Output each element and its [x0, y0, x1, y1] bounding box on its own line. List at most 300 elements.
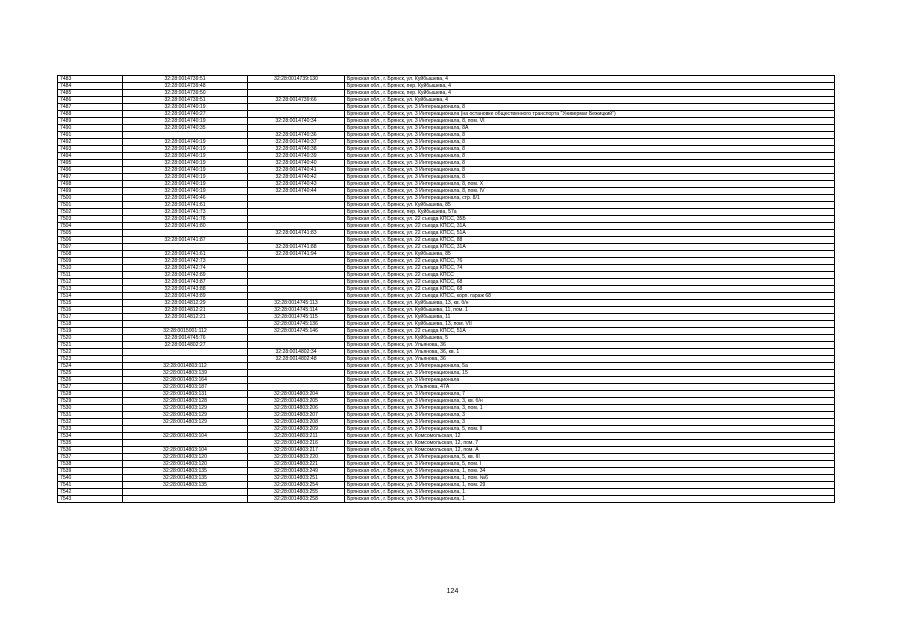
table-row — [58, 181, 835, 188]
address-cell: Брянская обл., г. Брянск, ул. Куйбышева, 13, пом. VII — [345, 321, 835, 328]
address-cell: Брянская обл., г. Брянск, ул. Комсомольская, 12, пом. А — [345, 447, 835, 454]
address-cell: Брянская обл., г. Брянск, ул. 3 Интернационала, 3 — [345, 412, 835, 419]
row-number-cell: 7483 — [58, 76, 123, 83]
row-number-cell: 7511 — [58, 272, 123, 279]
parcel-number-cell: 32:28:0014739:51 — [123, 76, 248, 83]
parcel-number-cell — [123, 426, 248, 433]
object-number-cell: 32:28:0014741:88 — [248, 244, 345, 251]
row-number-cell: 7508 — [58, 251, 123, 258]
address-cell: Брянская обл., г. Брянск, ул. 3 Интернационала, 3 — [345, 419, 835, 426]
parcel-number-cell: 32:28:0014740:19 — [123, 139, 248, 146]
row-number-cell: 7519 — [58, 328, 123, 335]
address-cell: Брянская обл., г. Брянск, ул. 3 Интернационала, 7 — [345, 391, 835, 398]
table-row — [58, 76, 835, 83]
table-row — [58, 258, 835, 265]
object-number-cell: 32:28:0014739:66 — [248, 97, 345, 104]
table-row — [58, 237, 835, 244]
row-number-cell: 7522 — [58, 349, 123, 356]
object-number-cell: 32:28:0014803:207 — [248, 412, 345, 419]
table-row — [58, 104, 835, 111]
object-number-cell: 32:28:0014740:38 — [248, 146, 345, 153]
parcel-number-cell: 32:28:0014739:51 — [123, 97, 248, 104]
row-number-cell: 7539 — [58, 468, 123, 475]
registry-table — [57, 75, 835, 503]
object-number-cell — [248, 111, 345, 118]
address-cell: Брянская обл., г. Брянск, ул. 3 Интернационала, 8 — [345, 174, 835, 181]
row-number-cell: 7527 — [58, 384, 123, 391]
address-cell: Брянская обл., г. Брянск, ул. 22 съезда КПСС, 51А — [345, 328, 835, 335]
parcel-number-cell: 32:28:0015001:112 — [123, 328, 248, 335]
address-cell: Брянская обл., г. Брянск, ул. Куйбышева, 85 — [345, 251, 835, 258]
parcel-number-cell: 32:28:0014803:129 — [123, 405, 248, 412]
table-row — [58, 125, 835, 132]
address-cell: Брянская обл., г. Брянск, ул. Комсомольская, 12, пом. 7 — [345, 440, 835, 447]
table-row — [58, 216, 835, 223]
address-cell: Брянская обл., г. Брянск, ул. Куйбышева, 13, кв. б/н — [345, 300, 835, 307]
table-row — [58, 167, 835, 174]
object-number-cell: 32:28:0014803:251 — [248, 475, 345, 482]
row-number-cell: 7530 — [58, 405, 123, 412]
object-number-cell: 32:28:0014803:208 — [248, 419, 345, 426]
table-row — [58, 265, 835, 272]
table-row — [58, 482, 835, 489]
table-row — [58, 244, 835, 251]
parcel-number-cell: 32:28:0014743:88 — [123, 286, 248, 293]
object-number-cell: 32:28:0014739:130 — [248, 76, 345, 83]
parcel-number-cell: 32:28:0014803:139 — [123, 370, 248, 377]
table-row — [58, 328, 835, 335]
table-row — [58, 174, 835, 181]
row-number-cell: 7502 — [58, 209, 123, 216]
address-cell: Брянская обл., г. Брянск, ул. 22 съезда КПСС, 68 — [345, 279, 835, 286]
parcel-number-cell — [123, 489, 248, 496]
address-cell: Брянская обл., г. Брянск, ул. 3 Интернационала, 8 — [345, 146, 835, 153]
row-number-cell: 7492 — [58, 139, 123, 146]
parcel-number-cell — [123, 440, 248, 447]
parcel-number-cell: 32:28:0014741:73 — [123, 209, 248, 216]
row-number-cell: 7494 — [58, 153, 123, 160]
table-row — [58, 454, 835, 461]
address-cell: Брянская обл., г. Брянск, пер. Куйбышева, 4 — [345, 90, 835, 97]
object-number-cell: 32:28:0014740:40 — [248, 160, 345, 167]
address-cell: Брянская обл., г. Брянск, ул. 3 Интернационала, 1 — [345, 496, 835, 503]
address-cell: Брянская обл., г. Брянск, ул. 3 Интернационала, 5, пом. II — [345, 426, 835, 433]
table-row — [58, 188, 835, 195]
object-number-cell: 32:28:0014740:36 — [248, 132, 345, 139]
row-number-cell: 7529 — [58, 398, 123, 405]
address-cell: Брянская обл., г. Брянск, ул. Куйбышева, 5 — [345, 335, 835, 342]
address-cell: Брянская обл., г. Брянск, ул. 3 Интернационала — [345, 377, 835, 384]
table-row — [58, 335, 835, 342]
object-number-cell: 32:28:0014740:39 — [248, 153, 345, 160]
address-cell: Брянская обл., г. Брянск, ул. 22 съезда КПСС, 76 — [345, 258, 835, 265]
row-number-cell: 7500 — [58, 195, 123, 202]
table-row — [58, 146, 835, 153]
row-number-cell: 7513 — [58, 286, 123, 293]
address-cell: Брянская обл., г. Брянск, ул. 22 съезда КПСС, 35Б — [345, 216, 835, 223]
parcel-number-cell — [123, 244, 248, 251]
parcel-number-cell: 32:28:0014803:104 — [123, 447, 248, 454]
row-number-cell: 7532 — [58, 419, 123, 426]
row-number-cell: 7510 — [58, 265, 123, 272]
address-cell: Брянская обл., г. Брянск, ул. 3 Интернационала, 8 — [345, 104, 835, 111]
parcel-number-cell: 32:28:0014812:29 — [123, 300, 248, 307]
row-number-cell: 7485 — [58, 90, 123, 97]
parcel-number-cell: 32:28:0014803:135 — [123, 482, 248, 489]
address-cell: Брянская обл., г. Брянск, ул. Куйбышева, 11, пом. 1 — [345, 307, 835, 314]
row-number-cell: 7517 — [58, 314, 123, 321]
address-cell: Брянская обл., г. Брянск, ул. Куйбышева, 4 — [345, 97, 835, 104]
row-number-cell: 7531 — [58, 412, 123, 419]
table-row — [58, 461, 835, 468]
row-number-cell: 7514 — [58, 293, 123, 300]
table-row — [58, 279, 835, 286]
parcel-number-cell — [123, 356, 248, 363]
parcel-number-cell: 32:28:0014740:19 — [123, 160, 248, 167]
object-number-cell — [248, 202, 345, 209]
row-number-cell: 7499 — [58, 188, 123, 195]
row-number-cell: 7501 — [58, 202, 123, 209]
address-cell: Брянская обл., г. Брянск, ул. 3 Интернационала, 8 — [345, 132, 835, 139]
object-number-cell: 32:28:0014802:48 — [248, 356, 345, 363]
parcel-number-cell: 32:28:0014803:120 — [123, 461, 248, 468]
address-cell: Брянская обл., г. Брянск, пер. Куйбышева, 57а — [345, 209, 835, 216]
parcel-number-cell: 32:28:0014740:19 — [123, 181, 248, 188]
table-row — [58, 496, 835, 503]
parcel-number-cell: 32:28:0014803:112 — [123, 363, 248, 370]
object-number-cell: 32:28:0014803:249 — [248, 468, 345, 475]
table-row — [58, 251, 835, 258]
table-row — [58, 223, 835, 230]
row-number-cell: 7516 — [58, 307, 123, 314]
table-row — [58, 363, 835, 370]
row-number-cell: 7523 — [58, 356, 123, 363]
object-number-cell — [248, 125, 345, 132]
table-row — [58, 349, 835, 356]
parcel-number-cell: 32:28:0014740:46 — [123, 195, 248, 202]
table-row — [58, 195, 835, 202]
row-number-cell: 7496 — [58, 167, 123, 174]
row-number-cell: 7504 — [58, 223, 123, 230]
object-number-cell — [248, 209, 345, 216]
address-cell: Брянская обл., г. Брянск, ул. 22 съезда КПСС, 51А — [345, 230, 835, 237]
table-row — [58, 398, 835, 405]
object-number-cell — [248, 216, 345, 223]
parcel-number-cell: 32:28:0014739:50 — [123, 90, 248, 97]
table-row — [58, 405, 835, 412]
address-cell: Брянская обл., г. Брянск, ул. 22 съезда КПСС, 74 — [345, 265, 835, 272]
address-cell: Брянская обл., г. Брянск, ул. 3 Интернационала (на остановке общественного транспорта "Универмаг Бежицкий") — [345, 111, 835, 118]
row-number-cell: 7541 — [58, 482, 123, 489]
registry-table-body — [58, 76, 835, 503]
row-number-cell: 7497 — [58, 174, 123, 181]
object-number-cell — [248, 342, 345, 349]
table-row — [58, 83, 835, 90]
table-row — [58, 202, 835, 209]
parcel-number-cell — [123, 496, 248, 503]
address-cell: Брянская обл., г. Брянск, ул. 22 съезда КПСС, 31А — [345, 244, 835, 251]
object-number-cell — [248, 377, 345, 384]
address-cell: Брянская обл., г. Брянск, ул. 3 Интернационала, 8 — [345, 167, 835, 174]
object-number-cell: 32:28:0014803:216 — [248, 440, 345, 447]
object-number-cell: 32:28:0014803:217 — [248, 447, 345, 454]
address-cell: Брянская обл., г. Брянск, ул. 3 Интернационала, 8 — [345, 139, 835, 146]
parcel-number-cell: 32:28:0014740:19 — [123, 146, 248, 153]
parcel-number-cell: 32:28:0014812:21 — [123, 307, 248, 314]
parcel-number-cell: 32:28:0014743:87 — [123, 279, 248, 286]
address-cell: Брянская обл., г. Брянск, пер. Куйбышева, 4 — [345, 83, 835, 90]
parcel-number-cell: 32:28:0014803:120 — [123, 454, 248, 461]
address-cell: Брянская обл., г. Брянск, ул. 3 Интернационала, 3, пом. 1 — [345, 405, 835, 412]
row-number-cell: 7488 — [58, 111, 123, 118]
row-number-cell: 7538 — [58, 461, 123, 468]
row-number-cell: 7487 — [58, 104, 123, 111]
row-number-cell: 7520 — [58, 335, 123, 342]
table-row — [58, 153, 835, 160]
object-number-cell — [248, 363, 345, 370]
object-number-cell — [248, 237, 345, 244]
object-number-cell: 32:28:0014740:42 — [248, 174, 345, 181]
table-row — [58, 412, 835, 419]
address-cell: Брянская обл., г. Брянск, ул. 3 Интернационала, 1, пом. 34 — [345, 468, 835, 475]
table-row — [58, 489, 835, 496]
row-number-cell: 7537 — [58, 454, 123, 461]
parcel-number-cell: 32:28:0014740:19 — [123, 118, 248, 125]
row-number-cell: 7543 — [58, 496, 123, 503]
table-row — [58, 321, 835, 328]
parcel-number-cell: 32:28:0014740:19 — [123, 104, 248, 111]
table-row — [58, 391, 835, 398]
object-number-cell: 32:28:0014740:34 — [248, 118, 345, 125]
parcel-number-cell — [123, 321, 248, 328]
object-number-cell — [248, 258, 345, 265]
table-row — [58, 111, 835, 118]
parcel-number-cell: 32:28:0014745:76 — [123, 335, 248, 342]
table-row — [58, 230, 835, 237]
table-row — [58, 356, 835, 363]
parcel-number-cell: 32:28:0014740:19 — [123, 167, 248, 174]
address-cell: Брянская обл., г. Брянск, ул. 3 Интернационала, стр. 8/1 — [345, 195, 835, 202]
row-number-cell: 7486 — [58, 97, 123, 104]
row-number-cell: 7515 — [58, 300, 123, 307]
parcel-number-cell: 32:28:0014803:135 — [123, 468, 248, 475]
table-row — [58, 342, 835, 349]
row-number-cell: 7521 — [58, 342, 123, 349]
object-number-cell — [248, 370, 345, 377]
row-number-cell: 7490 — [58, 125, 123, 132]
object-number-cell — [248, 90, 345, 97]
parcel-number-cell: 32:28:0014742:73 — [123, 258, 248, 265]
row-number-cell: 7506 — [58, 237, 123, 244]
address-cell: Брянская обл., г. Брянск, ул. Куйбышева, 4 — [345, 76, 835, 83]
address-cell: Брянская обл., г. Брянск, ул. Куйбышева, 85 — [345, 202, 835, 209]
row-number-cell: 7491 — [58, 132, 123, 139]
parcel-number-cell — [123, 132, 248, 139]
address-cell: Брянская обл., г. Брянск, ул. 3 Интернационала, 5а — [345, 363, 835, 370]
address-cell: Брянская обл., г. Брянск, ул. 22 съезда КПСС, 68 — [345, 286, 835, 293]
address-cell: Брянская обл., г. Брянск, ул. 3 Интернационала, 5, кв. III — [345, 454, 835, 461]
row-number-cell: 7503 — [58, 216, 123, 223]
address-cell: Брянская обл., г. Брянск, ул. Комсомольская, 12 — [345, 433, 835, 440]
address-cell: Брянская обл., г. Брянск, ул. Ульянова, 36, кв. 1 — [345, 349, 835, 356]
object-number-cell — [248, 293, 345, 300]
object-number-cell — [248, 195, 345, 202]
object-number-cell: 32:28:0014803:220 — [248, 454, 345, 461]
object-number-cell: 32:28:0014745:115 — [248, 314, 345, 321]
table-row — [58, 384, 835, 391]
row-number-cell: 7542 — [58, 489, 123, 496]
table-row — [58, 139, 835, 146]
table-row — [58, 97, 835, 104]
address-cell: Брянская обл., г. Брянск, ул. Куйбышева, 11 — [345, 314, 835, 321]
table-row — [58, 209, 835, 216]
parcel-number-cell: 32:28:0014740:19 — [123, 174, 248, 181]
table-row — [58, 419, 835, 426]
object-number-cell: 32:28:0014803:254 — [248, 482, 345, 489]
parcel-number-cell: 32:28:0014740:19 — [123, 153, 248, 160]
object-number-cell — [248, 279, 345, 286]
address-cell: Брянская обл., г. Брянск, ул. 3 Интернационала, 1, пом. №6 — [345, 475, 835, 482]
table-row — [58, 440, 835, 447]
table-row — [58, 286, 835, 293]
row-number-cell: 7512 — [58, 279, 123, 286]
address-cell: Брянская обл., г. Брянск, ул. 3 Интернационала, 8, пом. X — [345, 181, 835, 188]
row-number-cell: 7536 — [58, 447, 123, 454]
address-cell: Брянская обл., г. Брянск, ул. 3 Интернационала, 8А — [345, 125, 835, 132]
row-number-cell: 7540 — [58, 475, 123, 482]
table-row — [58, 475, 835, 482]
parcel-number-cell: 32:28:0014812:21 — [123, 314, 248, 321]
object-number-cell: 32:28:0014741:83 — [248, 230, 345, 237]
parcel-number-cell: 32:28:0014802:27 — [123, 342, 248, 349]
table-row — [58, 307, 835, 314]
address-cell: Брянская обл., г. Брянск, ул. 3 Интернационала, 3, кв. б/н — [345, 398, 835, 405]
object-number-cell: 32:28:0014740:43 — [248, 181, 345, 188]
row-number-cell: 7525 — [58, 370, 123, 377]
parcel-number-cell: 32:28:0014741:80 — [123, 223, 248, 230]
table-row — [58, 377, 835, 384]
row-number-cell: 7498 — [58, 181, 123, 188]
parcel-number-cell: 32:28:0014741:61 — [123, 251, 248, 258]
parcel-number-cell: 32:28:0014803:104 — [123, 433, 248, 440]
row-number-cell: 7524 — [58, 363, 123, 370]
address-cell: Брянская обл., г. Брянск, ул. 22 съезда КПСС, 31А — [345, 223, 835, 230]
object-number-cell — [248, 223, 345, 230]
address-cell: Брянская обл., г. Брянск, ул. 22 съезда КПСС, 88 — [345, 237, 835, 244]
address-cell: Брянская обл., г. Брянск, ул. Ульянова, 36 — [345, 342, 835, 349]
parcel-number-cell: 32:28:0014740:19 — [123, 188, 248, 195]
object-number-cell: 32:28:0014803:204 — [248, 391, 345, 398]
parcel-number-cell: 32:28:0014803:129 — [123, 419, 248, 426]
parcel-number-cell — [123, 349, 248, 356]
page-number: 124 — [446, 588, 459, 595]
parcel-number-cell: 32:28:0014741:61 — [123, 202, 248, 209]
table-row — [58, 118, 835, 125]
object-number-cell: 32:28:0014803:255 — [248, 489, 345, 496]
table-row — [58, 300, 835, 307]
row-number-cell: 7534 — [58, 433, 123, 440]
parcel-number-cell: 32:28:0014803:129 — [123, 412, 248, 419]
row-number-cell: 7493 — [58, 146, 123, 153]
table-row — [58, 468, 835, 475]
object-number-cell: 32:28:0014803:211 — [248, 433, 345, 440]
object-number-cell: 32:28:0014803:221 — [248, 461, 345, 468]
object-number-cell — [248, 265, 345, 272]
parcel-number-cell — [123, 230, 248, 237]
parcel-number-cell: 32:28:0014741:78 — [123, 216, 248, 223]
row-number-cell: 7489 — [58, 118, 123, 125]
table-row — [58, 370, 835, 377]
row-number-cell: 7518 — [58, 321, 123, 328]
table-row — [58, 447, 835, 454]
object-number-cell: 32:28:0014740:44 — [248, 188, 345, 195]
address-cell: Брянская обл., г. Брянск, ул. 3 Интернационала, 8 — [345, 160, 835, 167]
parcel-number-cell: 32:28:0014803:164 — [123, 377, 248, 384]
table-row — [58, 90, 835, 97]
row-number-cell: 7507 — [58, 244, 123, 251]
row-number-cell: 7526 — [58, 377, 123, 384]
object-number-cell: 32:28:0014741:94 — [248, 251, 345, 258]
row-number-cell: 7509 — [58, 258, 123, 265]
object-number-cell: 32:28:0014802:34 — [248, 349, 345, 356]
address-cell: Брянская обл., г. Брянск, ул. 3 Интернационала, 5, пом. I — [345, 461, 835, 468]
object-number-cell: 32:28:0014803:206 — [248, 405, 345, 412]
row-number-cell: 7533 — [58, 426, 123, 433]
address-cell: Брянская обл., г. Брянск, ул. 3 Интернационала, 1 — [345, 489, 835, 496]
address-cell: Брянская обл., г. Брянск, ул. Ульянова, 36 — [345, 356, 835, 363]
address-cell: Брянская обл., г. Брянск, ул. 3 Интернационала, 8, пом. IV — [345, 188, 835, 195]
parcel-number-cell: 32:28:0014741:87 — [123, 237, 248, 244]
object-number-cell — [248, 104, 345, 111]
row-number-cell: 7505 — [58, 230, 123, 237]
object-number-cell: 32:28:0014745:113 — [248, 300, 345, 307]
row-number-cell: 7495 — [58, 160, 123, 167]
table-row — [58, 272, 835, 279]
table-row — [58, 426, 835, 433]
table-row — [58, 433, 835, 440]
row-number-cell: 7484 — [58, 83, 123, 90]
object-number-cell: 32:28:0014745:136 — [248, 321, 345, 328]
object-number-cell — [248, 272, 345, 279]
table-row — [58, 160, 835, 167]
object-number-cell: 32:28:0014803:205 — [248, 398, 345, 405]
table-row — [58, 314, 835, 321]
row-number-cell: 7528 — [58, 391, 123, 398]
parcel-number-cell: 32:28:0014803:131 — [123, 391, 248, 398]
table-row — [58, 132, 835, 139]
address-cell: Брянская обл., г. Брянск, ул. 22 съезда КПСС — [345, 272, 835, 279]
object-number-cell — [248, 286, 345, 293]
parcel-number-cell: 32:28:0014742:89 — [123, 272, 248, 279]
object-number-cell — [248, 384, 345, 391]
parcel-number-cell: 32:28:0014803:187 — [123, 384, 248, 391]
parcel-number-cell: 32:28:0014740:35 — [123, 125, 248, 132]
address-cell: Брянская обл., г. Брянск, ул. Ульянова, 47А — [345, 384, 835, 391]
address-cell: Брянская обл., г. Брянск, ул. 22 съезда КПСС, корп. гараж 68 — [345, 293, 835, 300]
address-cell: Брянская обл., г. Брянск, ул. 3 Интернационала, 1, пом. 29 — [345, 482, 835, 489]
object-number-cell: 32:28:0014803:209 — [248, 426, 345, 433]
object-number-cell: 32:28:0014740:41 — [248, 167, 345, 174]
object-number-cell: 32:28:0014740:37 — [248, 139, 345, 146]
address-cell: Брянская обл., г. Брянск, ул. 3 Интернационала, 8, пом. VI — [345, 118, 835, 125]
object-number-cell: 32:28:0014803:258 — [248, 496, 345, 503]
object-number-cell — [248, 335, 345, 342]
parcel-number-cell: 32:28:0014803:128 — [123, 398, 248, 405]
parcel-number-cell: 32:28:0014742:74 — [123, 265, 248, 272]
parcel-number-cell: 32:28:0014743:89 — [123, 293, 248, 300]
address-cell: Брянская обл., г. Брянск, ул. 3 Интернационала, 8 — [345, 153, 835, 160]
parcel-number-cell: 32:28:0014740:27 — [123, 111, 248, 118]
